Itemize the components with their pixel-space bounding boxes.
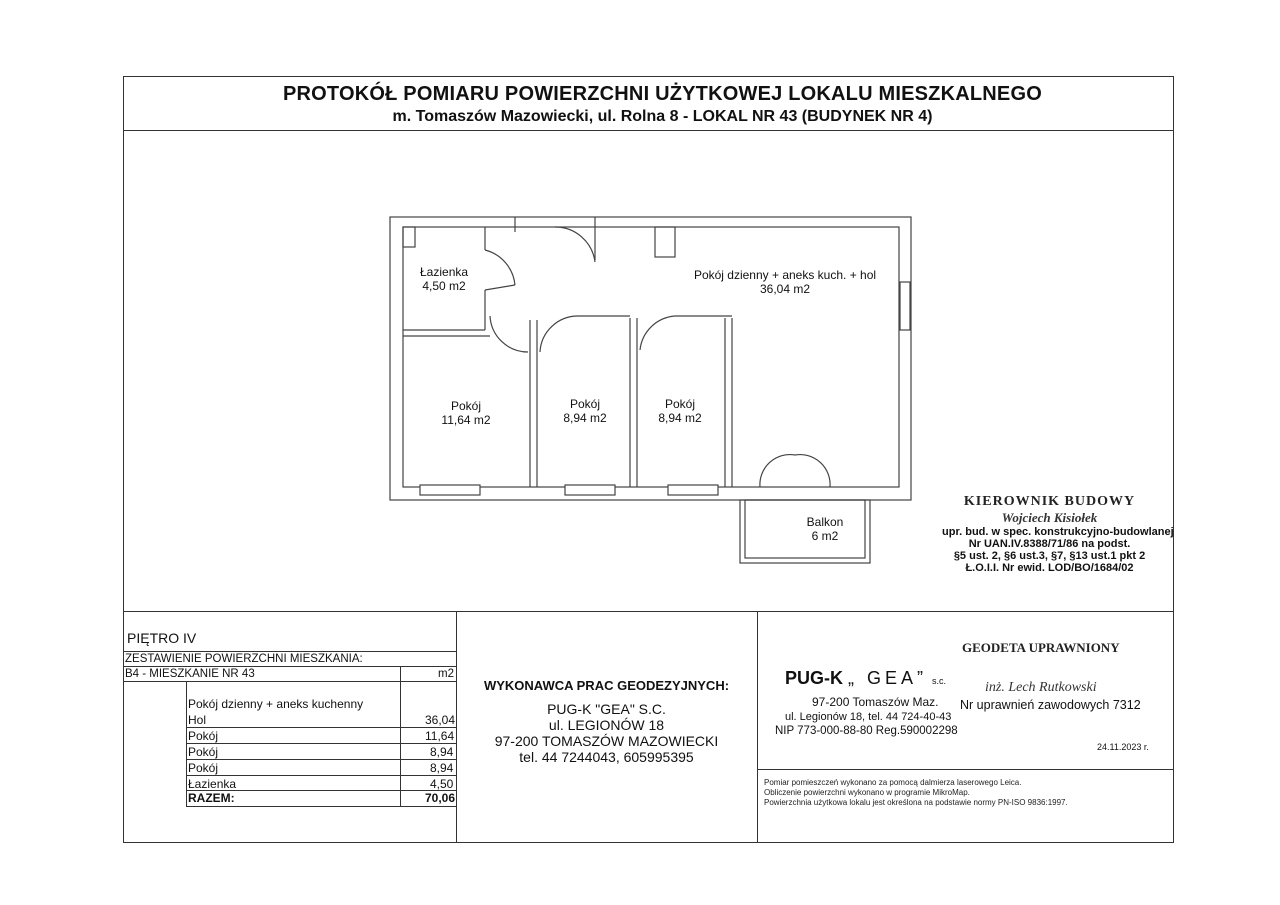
contractor-street: ul. LEGIONÓW 18 xyxy=(548,717,665,733)
col-divider-2 xyxy=(757,611,758,843)
summary-title: ZESTAWIENIE POWIERZCHNI MIESZKANIA: xyxy=(125,653,363,665)
summary-row-name: Pokój xyxy=(188,729,219,743)
note-line: Powierzchnia użytkowa lokalu jest określona na podstawie normy PN-ISO 9836:1997. xyxy=(764,798,1068,807)
section-divider xyxy=(123,611,1174,612)
contractor-phone: tel. 44 7244043, 605995395 xyxy=(519,749,694,765)
summary-row-name: Łazienka xyxy=(188,777,237,791)
room-label-balcony: Balkon 6 m2 xyxy=(806,515,844,543)
room-label-room-2: Pokój 8,94 m2 xyxy=(563,397,607,425)
table-row-line xyxy=(186,743,456,744)
manager-stamp-name: Wojciech Kisiołek xyxy=(1001,510,1098,525)
summary-row-name: Pokój dzienny + aneks kuchenny xyxy=(188,697,364,711)
summary-total-value: 70,06 xyxy=(425,791,456,805)
summary-row-value: 36,04 xyxy=(425,713,456,727)
table-row-line xyxy=(186,759,456,760)
room-label-living: Pokój dzienny + aneks kuch. + hol 36,04 m2 xyxy=(693,268,877,296)
table-line-bottom xyxy=(186,806,456,807)
summary-row-name: Pokój xyxy=(188,745,219,759)
table-col-b xyxy=(400,666,401,806)
document-date: 24.11.2023 r. xyxy=(1097,742,1149,752)
summary-total-label: RAZEM: xyxy=(188,791,235,805)
table-line-2 xyxy=(123,666,456,667)
manager-stamp-line3: §5 ust. 2, §6 ust.3, §7, §13 ust.1 pkt 2 xyxy=(953,550,1146,562)
summary-row-value: 4,50 xyxy=(430,777,454,791)
table-line-1 xyxy=(123,651,456,652)
company-stamp-line2: ul. Legionów 18, tel. 44 724-40-43 xyxy=(785,711,952,723)
contractor-city: 97-200 TOMASZÓW MAZOWIECKI xyxy=(494,733,719,749)
floor-label: PIĘTRO IV xyxy=(127,630,197,646)
company-stamp-line3: NIP 773-000-88-80 Reg.590002298 xyxy=(775,725,958,737)
table-row-line xyxy=(186,727,456,728)
surveyor-stamp-title: GEODETA UPRAWNIONY xyxy=(962,640,1120,655)
company-stamp-line1: 97-200 Tomaszów Maz. xyxy=(812,695,939,709)
table-line-3 xyxy=(123,681,456,682)
summary-row-value: 8,94 xyxy=(430,761,454,775)
room-label-room-3: Pokój 8,94 m2 xyxy=(658,397,702,425)
surveyor-stamp-name: inż. Lech Rutkowski xyxy=(985,680,1097,695)
manager-stamp xyxy=(942,494,1174,574)
company-stamp-suffix: s.c. xyxy=(932,676,947,686)
manager-stamp-line1: upr. bud. w spec. konstrukcyjno-budowlanej xyxy=(942,526,1174,538)
summary-row-name: Pokój xyxy=(188,761,219,775)
summary-row-value: 8,94 xyxy=(430,745,454,759)
note-line: Obliczenie powierzchni wykonano w programie MikroMap. xyxy=(764,788,970,797)
notes-divider xyxy=(757,769,1174,770)
manager-stamp-title: KIEROWNIK BUDOWY xyxy=(963,494,1136,509)
company-stamp xyxy=(785,668,946,689)
company-stamp-prefix: PUG-K xyxy=(785,668,843,688)
summary-row-name: Hol xyxy=(188,713,207,727)
summary-unit-label: B4 - MIESZKANIE NR 43 xyxy=(125,668,255,680)
room-label-bathroom: Łazienka 4,50 m2 xyxy=(420,265,469,293)
note-line: Pomiar pomieszczeń wykonano za pomocą dalmierza laserowego Leica. xyxy=(764,778,1022,787)
company-stamp-brand: „ GEA” xyxy=(848,668,928,688)
summary-unit-header: m2 xyxy=(438,668,454,680)
table-row-line xyxy=(186,775,456,776)
summary-row-value: 11,64 xyxy=(425,729,455,743)
contractor-company: PUG-K "GEA" S.C. xyxy=(547,701,666,717)
manager-stamp-line4: Ł.O.I.I. Nr ewid. LOD/BO/1684/02 xyxy=(965,562,1134,574)
surveyor-stamp-license: Nr uprawnień zawodowych 7312 xyxy=(960,698,1141,712)
contractor-heading: WYKONAWCA PRAC GEODEZYJNYCH: xyxy=(483,678,730,693)
document-subtitle: m. Tomaszów Mazowiecki, ul. Rolna 8 - LOKAL NR 43 (BUDYNEK NR 4) xyxy=(392,108,933,125)
room-label-room-1: Pokój 11,64 m2 xyxy=(441,399,491,427)
manager-stamp-line2: Nr UAN.IV.8388/71/86 na podst. xyxy=(968,538,1131,550)
document-title: PROTOKÓŁ POMIARU POWIERZCHNI UŻYTKOWEJ LOKALU MIESZKALNEGO xyxy=(282,83,1042,105)
